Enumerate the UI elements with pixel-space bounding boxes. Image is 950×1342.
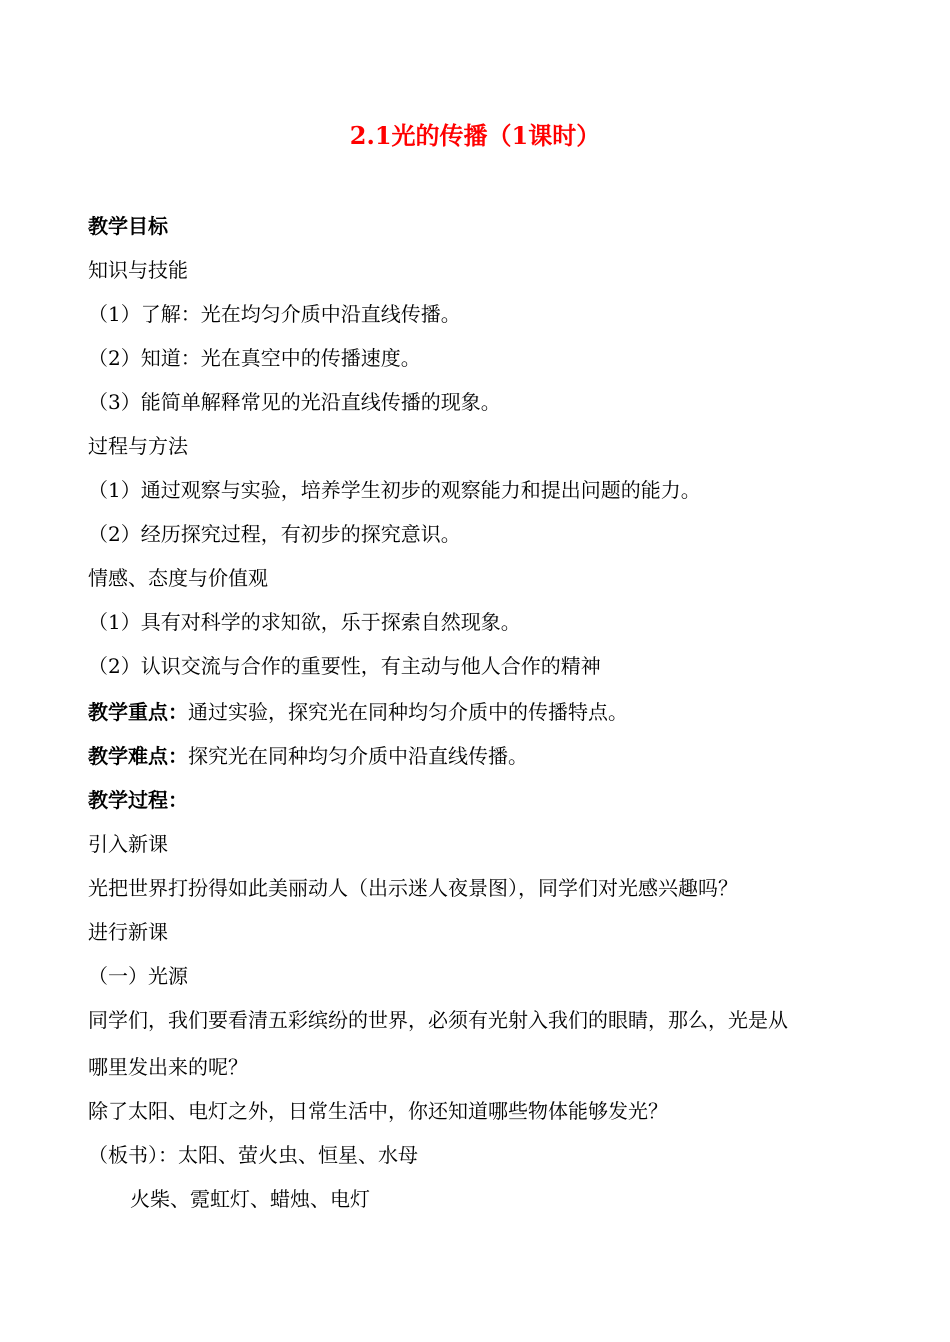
- subheading-process-methods: 过程与方法: [88, 434, 188, 458]
- paragraph: 哪里发出来的呢？: [88, 1055, 248, 1079]
- subheading-knowledge-skills: 知识与技能: [88, 258, 188, 282]
- goal-item: （1）具有对科学的求知欲，乐于探索自然现象。: [88, 610, 521, 634]
- goal-item: （2）认识交流与合作的重要性，有主动与他人合作的精神: [88, 654, 601, 678]
- goal-item: （2）经历探究过程，有初步的探究意识。: [88, 522, 461, 546]
- key-point-text: 通过实验，探究光在同种均匀介质中的传播特点。: [188, 700, 628, 724]
- section-heading-light-source: （一）光源: [88, 964, 188, 988]
- subheading-introduction: 引入新课: [88, 832, 168, 856]
- key-point-line: [88, 698, 628, 726]
- heading-teaching-process: 教学过程：: [88, 788, 188, 812]
- difficulty-label: 教学难点：: [88, 744, 188, 768]
- subheading-attitudes: 情感、态度与价值观: [88, 566, 268, 590]
- goal-item: （1）通过观察与实验，培养学生初步的观察能力和提出问题的能力。: [88, 478, 701, 502]
- paragraph: 光把世界打扮得如此美丽动人（出示迷人夜景图），同学们对光感兴趣吗？: [88, 876, 738, 900]
- difficulty-line: [88, 742, 528, 770]
- difficulty-text: 探究光在同种均匀介质中沿直线传播。: [188, 744, 528, 768]
- paragraph: 同学们，我们要看清五彩缤纷的世界，必须有光射入我们的眼睛，那么，光是从: [88, 1008, 788, 1032]
- key-point-label: 教学重点：: [88, 700, 188, 724]
- page-title: 2.1光的传播（1课时）: [349, 121, 601, 150]
- subheading-new-lesson: 进行新课: [88, 920, 168, 944]
- heading-teaching-goals: 教学目标: [88, 214, 168, 238]
- blackboard-line: 火柴、霓虹灯、蜡烛、电灯: [130, 1187, 370, 1211]
- goal-item: （3）能简单解释常见的光沿直线传播的现象。: [88, 390, 501, 414]
- goal-item: （2）知道：光在真空中的传播速度。: [88, 346, 421, 370]
- paragraph: 除了太阳、电灯之外，日常生活中，你还知道哪些物体能够发光？: [88, 1099, 668, 1123]
- blackboard-line: （板书）：太阳、萤火虫、恒星、水母: [88, 1143, 418, 1167]
- goal-item: （1）了解：光在均匀介质中沿直线传播。: [88, 302, 461, 326]
